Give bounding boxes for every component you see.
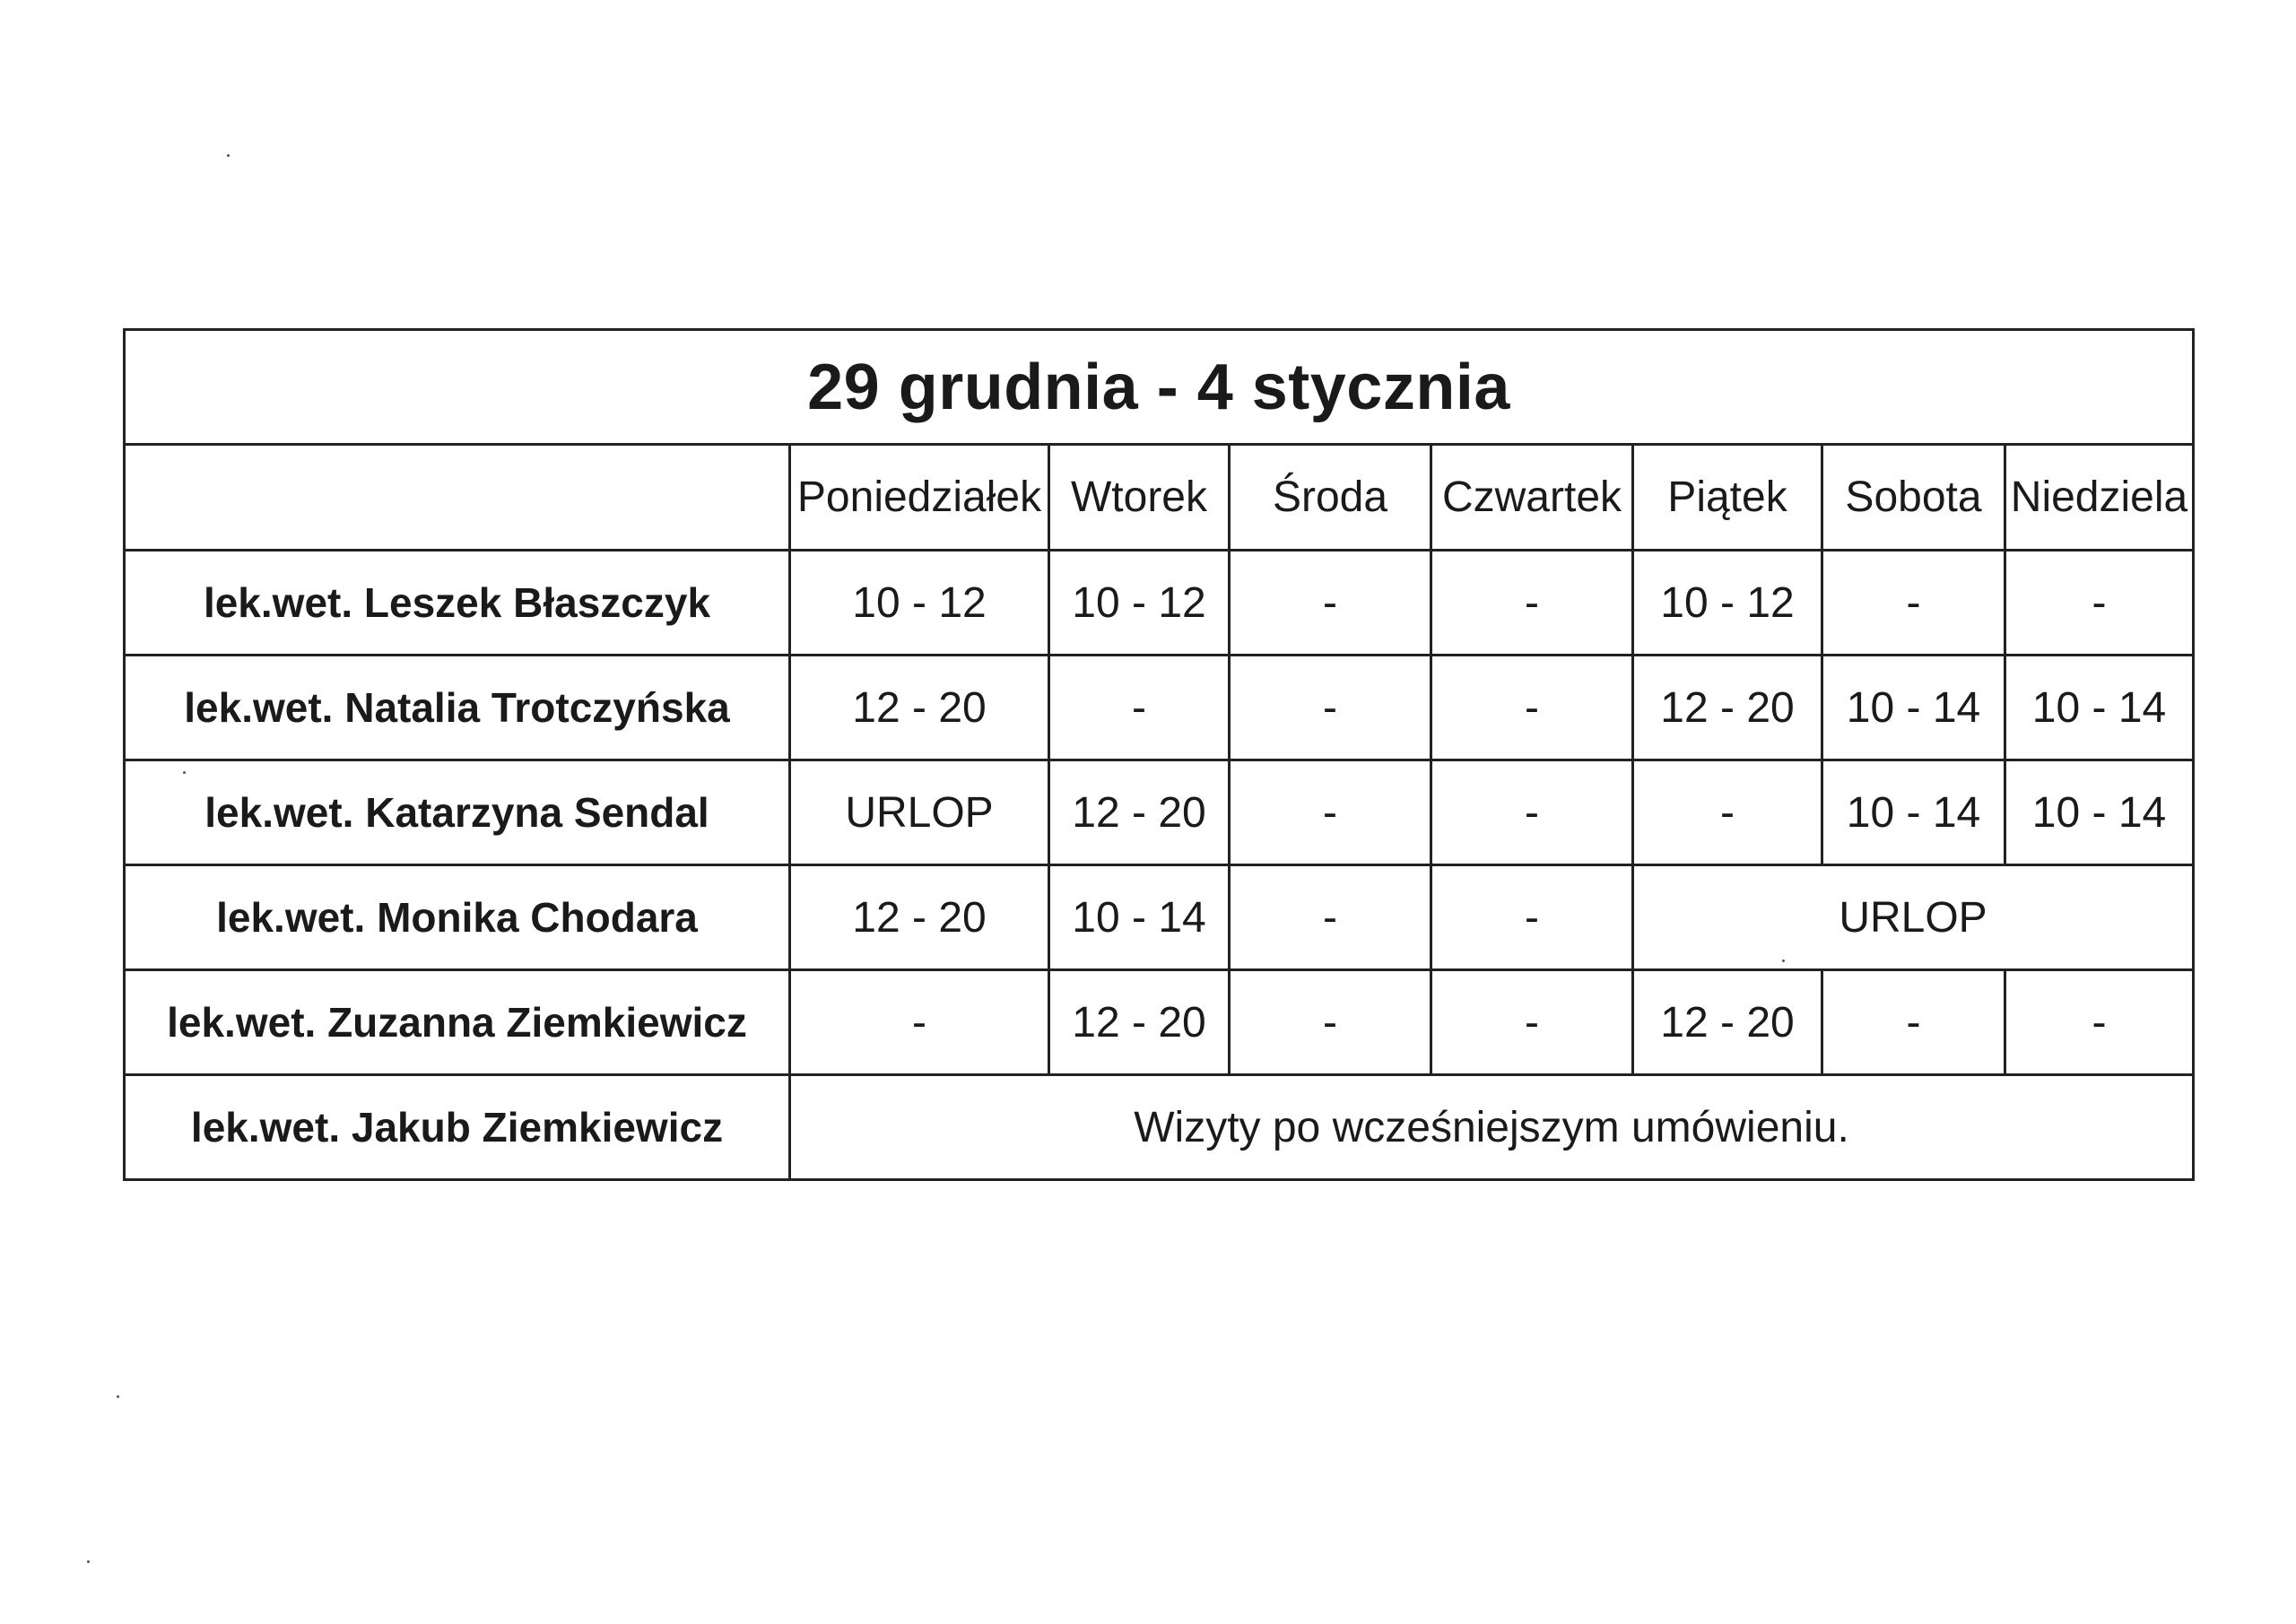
scan-speck — [87, 1560, 90, 1563]
hours-cell: 10 - 12 — [1633, 551, 1822, 656]
appointment-note: Wizyty po wcześniejszym umówieniu. — [790, 1075, 2194, 1180]
hours-cell: - — [2005, 551, 2194, 656]
hours-cell: - — [1822, 970, 2005, 1075]
empty-corner-cell — [125, 445, 790, 551]
schedule-table — [123, 328, 2195, 1181]
hours-cell: - — [790, 970, 1049, 1075]
hours-cell: - — [1230, 656, 1431, 760]
hours-cell: - — [1431, 760, 1633, 865]
doctor-name: lek.wet. Leszek Błaszczyk — [125, 551, 790, 656]
hours-cell: - — [1431, 551, 1633, 656]
hours-cell: - — [2005, 970, 2194, 1075]
hours-cell: - — [1230, 551, 1431, 656]
hours-cell: 10 - 14 — [1822, 656, 2005, 760]
hours-cell: - — [1431, 865, 1633, 970]
day-header: Wtorek — [1049, 445, 1230, 551]
title-row — [125, 330, 2194, 445]
hours-cell: 10 - 14 — [1822, 760, 2005, 865]
hours-cell: - — [1431, 970, 1633, 1075]
hours-cell: - — [1431, 656, 1633, 760]
doctor-name: lek.wet. Katarzyna Sendal — [125, 760, 790, 865]
day-header: Sobota — [1822, 445, 2005, 551]
day-header: Czwartek — [1431, 445, 1633, 551]
day-header: Niedziela — [2005, 445, 2194, 551]
hours-cell: 10 - 14 — [1049, 865, 1230, 970]
doctor-name: lek.wet. Jakub Ziemkiewicz — [125, 1075, 790, 1180]
day-header: Środa — [1230, 445, 1431, 551]
hours-cell: - — [1049, 656, 1230, 760]
vacation-merged-cell: URLOP — [1633, 865, 2194, 970]
hours-cell: URLOP — [790, 760, 1049, 865]
doctor-row — [125, 970, 2194, 1075]
schedule-title: 29 grudnia - 4 stycznia — [125, 330, 2194, 445]
scan-speck — [227, 154, 230, 157]
day-header: Piątek — [1633, 445, 1822, 551]
doctor-name: lek.wet. Natalia Trotczyńska — [125, 656, 790, 760]
hours-cell: - — [1230, 865, 1431, 970]
hours-cell: - — [1230, 760, 1431, 865]
hours-cell: 12 - 20 — [1049, 970, 1230, 1075]
hours-cell: 12 - 20 — [1049, 760, 1230, 865]
doctor-row — [125, 656, 2194, 760]
scan-speck — [117, 1395, 119, 1398]
doctor-name: lek.wet. Monika Chodara — [125, 865, 790, 970]
day-header-row — [125, 445, 2194, 551]
hours-cell: - — [1633, 760, 1822, 865]
hours-cell: 10 - 12 — [790, 551, 1049, 656]
hours-cell: 12 - 20 — [790, 865, 1049, 970]
doctor-row — [125, 865, 2194, 970]
hours-cell: 12 - 20 — [1633, 656, 1822, 760]
hours-cell: 12 - 20 — [1633, 970, 1822, 1075]
hours-cell: 10 - 12 — [1049, 551, 1230, 656]
hours-cell: 12 - 20 — [790, 656, 1049, 760]
hours-cell: 10 - 14 — [2005, 656, 2194, 760]
hours-cell: - — [1230, 970, 1431, 1075]
doctor-row — [125, 1075, 2194, 1180]
hours-cell: 10 - 14 — [2005, 760, 2194, 865]
doctor-name: lek.wet. Zuzanna Ziemkiewicz — [125, 970, 790, 1075]
hours-cell: - — [1822, 551, 2005, 656]
doctor-row — [125, 760, 2194, 865]
day-header: Poniedziałek — [790, 445, 1049, 551]
doctor-row — [125, 551, 2194, 656]
